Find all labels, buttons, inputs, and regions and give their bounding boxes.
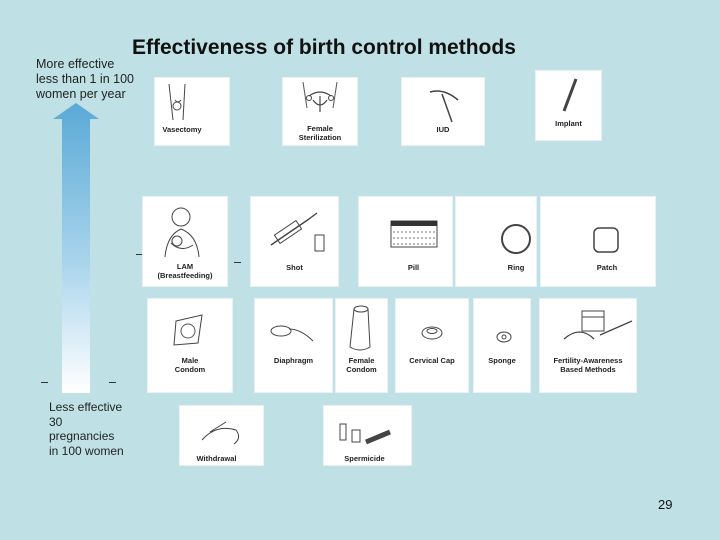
method-label-male-condom: Male Condom [174, 356, 206, 374]
syringe-icon [251, 197, 338, 286]
method-label-female-condom: Female Condom [346, 356, 377, 374]
row-tick-left [136, 254, 143, 255]
method-card-implant [536, 71, 601, 140]
sponge-icon [474, 299, 530, 392]
method-label-withdrawal: Withdrawal [196, 454, 237, 463]
method-label-ring: Ring [507, 263, 525, 272]
more-effective-line-3: women per year [36, 87, 126, 101]
method-card-fertility-awareness [540, 299, 636, 392]
method-card-male-condom [148, 299, 232, 392]
method-label-sponge: Sponge [488, 356, 516, 365]
more-effective-line-2: less than 1 in 100 [36, 72, 134, 86]
method-label-patch: Patch [596, 263, 618, 272]
method-label-female-sterilization: Female Sterilization [298, 124, 342, 142]
method-label-pill: Pill [407, 263, 420, 272]
female-condom-icon [336, 299, 387, 392]
pill-pack-icon [359, 197, 452, 286]
method-card-withdrawal [180, 406, 263, 465]
implant-icon [536, 71, 601, 140]
arrow-tick-left [41, 382, 48, 383]
slide-title: Effectiveness of birth control methods [132, 36, 516, 59]
method-card-cervical-cap [396, 299, 468, 392]
more-effective-line-1: More effective [36, 57, 115, 71]
method-card-diaphragm [255, 299, 332, 392]
less-effective-line-3: pregnancies [49, 429, 115, 443]
method-card-lam [143, 197, 227, 286]
iud-icon [402, 78, 484, 145]
page-number: 29 [658, 497, 673, 512]
cervical-cap-icon [396, 299, 468, 392]
method-card-ring [456, 197, 536, 286]
method-card-spermicide [324, 406, 411, 465]
method-label-iud: IUD [436, 125, 450, 134]
method-card-female-sterilization [283, 78, 357, 145]
more-effective-note [36, 57, 134, 102]
arrow-tick-right [109, 382, 116, 383]
method-label-spermicide: Spermicide [344, 454, 385, 463]
patch-icon [541, 197, 655, 286]
ring-icon [456, 197, 536, 286]
effectiveness-arrow [52, 103, 100, 393]
less-effective-line-4: in 100 women [49, 443, 124, 458]
calendar-thermometer-icon [540, 299, 636, 392]
method-label-shot: Shot [286, 263, 303, 272]
method-card-sponge [474, 299, 530, 392]
method-card-patch [541, 197, 655, 286]
method-card-iud [402, 78, 484, 145]
row-tick-right [234, 262, 241, 263]
less-effective-line-2: 30 [49, 414, 63, 429]
method-label-vasectomy: Vasectomy [162, 125, 202, 134]
method-label-fertility-awareness: Fertility-Awareness Based Methods [553, 356, 623, 374]
less-effective-line-1: Less effective [49, 400, 123, 414]
diaphragm-icon [255, 299, 332, 392]
method-card-shot [251, 197, 338, 286]
vasectomy-icon [155, 78, 229, 145]
less-effective-note [49, 400, 124, 458]
method-label-cervical-cap: Cervical Cap [409, 356, 455, 365]
condom-icon [148, 299, 232, 392]
method-label-implant: Implant [555, 119, 582, 128]
method-label-diaphragm: Diaphragm [273, 356, 314, 365]
method-card-vasectomy [155, 78, 229, 145]
method-card-pill [359, 197, 452, 286]
method-label-lam: LAM (Breastfeeding) [157, 262, 213, 280]
method-card-female-condom [336, 299, 387, 392]
